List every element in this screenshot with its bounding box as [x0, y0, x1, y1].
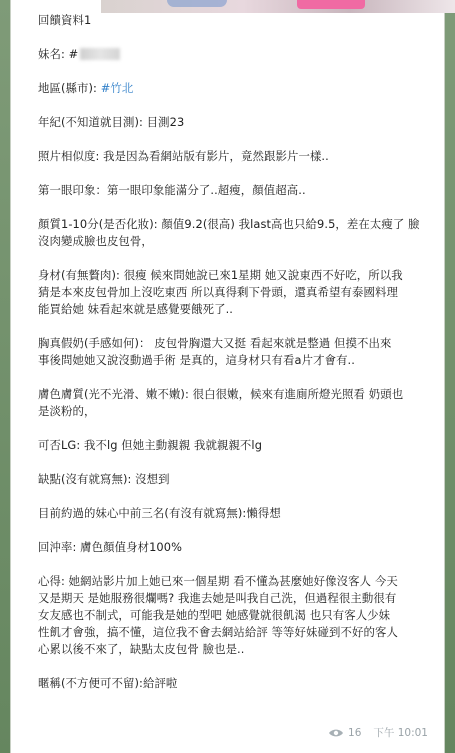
area-hashtag-link[interactable]: #竹北 [100, 81, 134, 95]
cons-line: 缺點(沒有就寫無): 沒想到 [38, 472, 170, 486]
body-line: 能買給她 妹看起來就是感覺要餓死了.. [38, 302, 234, 316]
message-title: 回饋資料1 [38, 13, 92, 27]
thoughts-line: 性飢才會強，搞不懂，這位我不會去網站給評 等等好妹碰到不好的客人 [38, 625, 398, 639]
body-line: 身材(有無贅肉): 很瘦 候來問她說已來1星期 她又說東西不好吃，所以我 [38, 268, 403, 282]
looks-line: 顏質1-10分(是否化妝): 顏值9.2(很高) 我last高也只給9.5，差在太瘦了 臉 [38, 217, 420, 231]
looks-line: 沒肉變成臉也皮包骨， [38, 234, 153, 248]
body-line: 猜是本來皮包骨加上沒吃東西 所以真得剩下骨頭，還真希望有泰國料理 [38, 285, 398, 299]
top3-line: 目前約過的妹心中前三名(有沒有就寫無):懶得想 [38, 506, 281, 520]
blurred-name [80, 48, 120, 60]
photo-decoration [167, 0, 227, 7]
message-meta [328, 725, 428, 740]
thoughts-line: 心得: 她網站影片加上她已來一個星期 看不懂為甚麼她好像沒客人 今天 [38, 574, 398, 588]
photo-line: 照片相似度: 我是因為看網站版有影片，竟然跟影片一樣.. [38, 149, 329, 163]
eye-icon [328, 728, 344, 738]
message-bubble[interactable] [10, 0, 445, 753]
skin-line: 是淡粉的， [38, 404, 96, 418]
lg-line: 可否LG: 我不lg 但她主動親親 我就親親不lg [38, 438, 263, 452]
message-time: 下午 10:01 [373, 727, 428, 739]
chat-background-left [0, 0, 10, 753]
chest-line: 胸真假奶(手感如何)： 皮包骨胸還大又挺 看起來就是整過 但摸不出來 [38, 336, 392, 350]
thoughts-line: 又是期天 是她服務很爛嗎? 我進去她是叫我自己洗，但過程很主動很有 [38, 591, 397, 605]
area-line: 地區(縣市): #竹北 [38, 81, 134, 95]
chest-line: 事後問她她又說沒動過手術 是真的，這身材只有看a片才會有.. [38, 353, 355, 367]
nickname-line: 暱稱(不方便可不留):給評啦 [38, 676, 178, 690]
thoughts-line: 女友感也不制式，可能我是她的型吧 她感覺就很飢渴 也只有客人少妹 [38, 608, 391, 622]
photo-decoration [297, 0, 365, 9]
name-line: 妹名: # [38, 46, 448, 63]
first-impression-line: 第一眼印象：第一眼印象能滿分了..超瘦，顏值超高.. [38, 183, 306, 197]
thoughts-line: 心累以後不來了，缺點太皮包骨 臉也是.. [38, 642, 245, 656]
view-count: 16 [348, 726, 362, 739]
message-text [38, 12, 448, 692]
age-line: 年紀(不知道就目測): 目測23 [38, 115, 185, 129]
return-line: 回沖率: 膚色顏值身材100% [38, 540, 183, 554]
skin-line: 膚色膚質(光不光滑、嫩不嫩): 很白很嫩，候來有進廁所燈光照看 奶頭也 [38, 387, 404, 401]
